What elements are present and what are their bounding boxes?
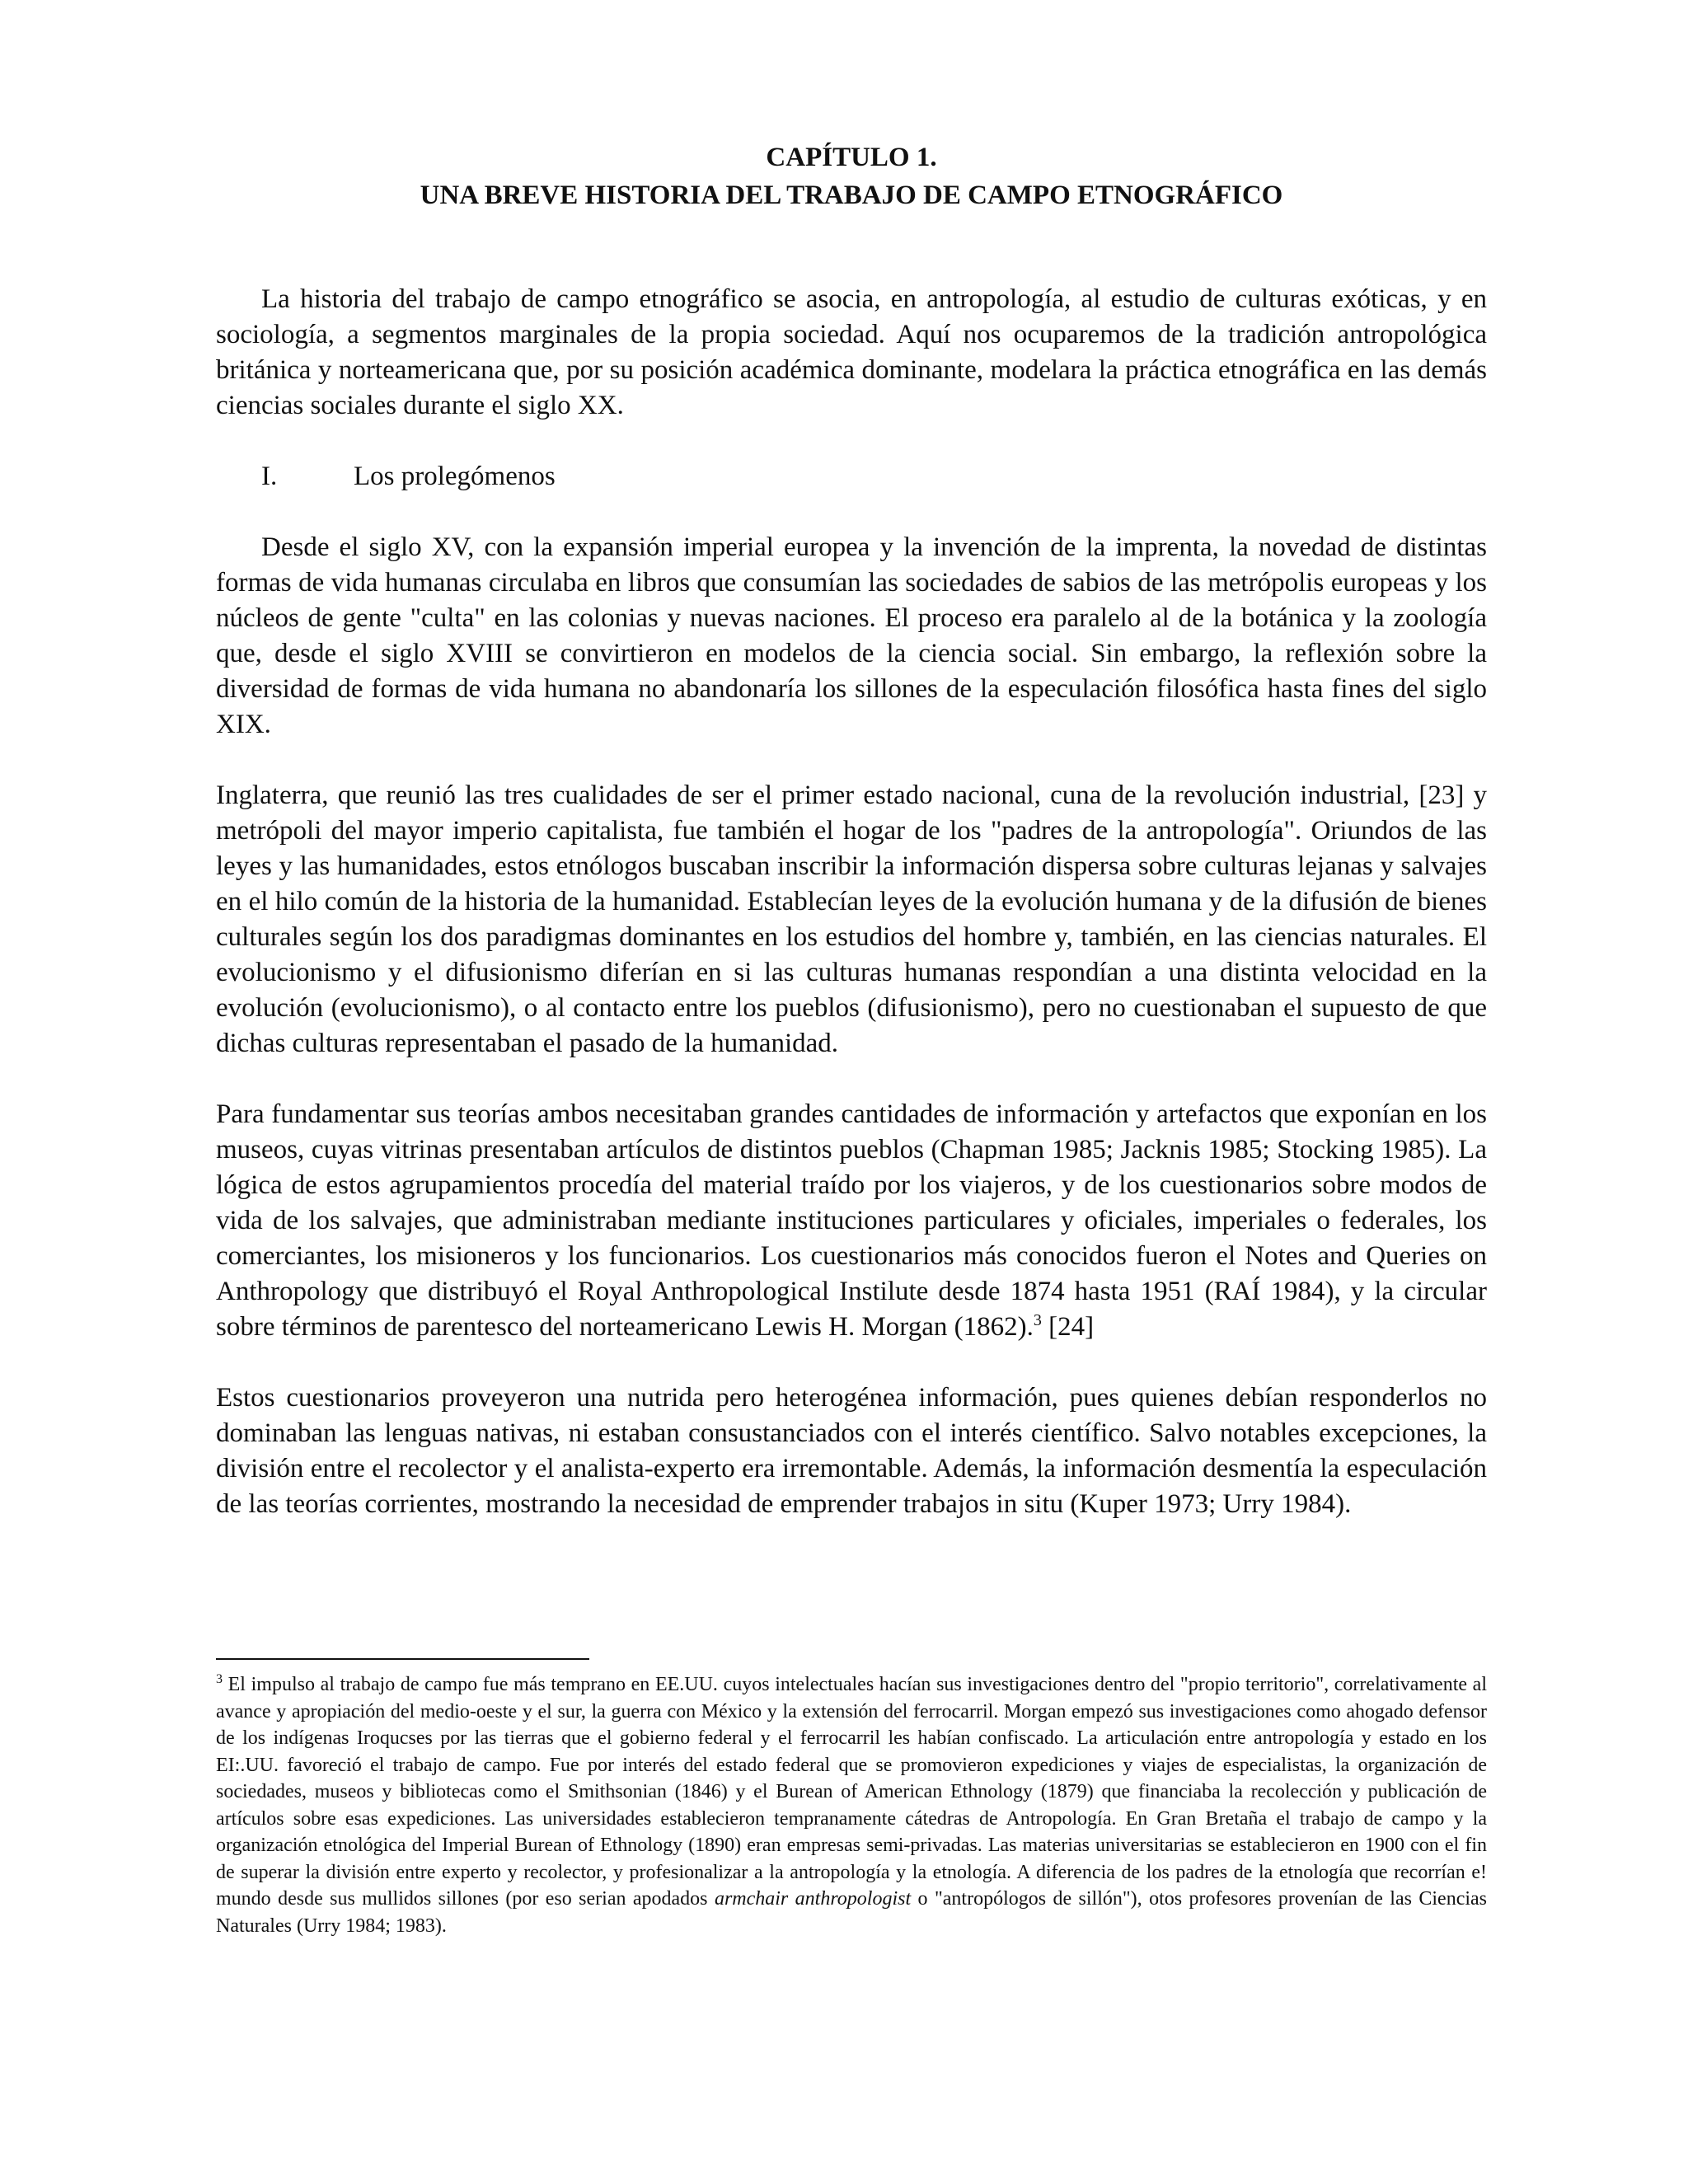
footnote-reference[interactable]: 3 [1033, 1311, 1042, 1329]
paragraph-3 [216, 1097, 1487, 1345]
section-number: I. [261, 462, 278, 491]
section-title: Los prolegómenos [354, 462, 556, 491]
paragraph-2: Inglaterra, que reunió las tres cualidades de ser el primer estado nacional, cuna de la revolución industrial, [23] y metrópoli del mayor imperio capitalista, fue también el hogar de los "padres de la antropología". Oriundos de las leyes y las humanidades, estos etnólogos buscaban inscribir la información dispersa sobre culturas lejanas y salvajes en el hilo común de la historia de la humanidad. Establecían leyes de la evolución humana y de la difusión de bienes culturales según los dos paradigmas dominantes en los estudios del hombre y, también, en las ciencias naturales. El evolucionismo y el difusionismo diferían en si las culturas humanas respondían a una distinta velocidad en la evolución (evolucionismo), o al contacto entre los pueblos (difusionismo), pero no cuestionaban el supuesto de que dichas culturas representaban el pasado de la humanidad. [216, 780, 1487, 1058]
footnote-tail: o "antropólogos de sillón"), otos profesores provenían de las Ciencias Naturales (Urry 1984; 1983). [216, 1888, 1487, 1937]
paragraph-1: Desde el siglo XV, con la expansión imperial europea y la invención de la imprenta, la novedad de distintas formas de vida humanas circulaba en libros que consumían las sociedades de sabios de las metrópolis europeas y los núcleos de gente "culta" en las colonias y nuevas naciones. El proceso era paralelo al de la botánica y la zoología que, desde el siglo XVIII se convirtieron en modelos de la ciencia social. Sin embargo, la reflexión sobre la diversidad de formas de vida humana no abandonaría los sillones de la especulación filosófica hasta fines del siglo XIX. [216, 532, 1487, 739]
document-page [216, 0, 1487, 2184]
section-heading [216, 459, 1487, 494]
chapter-number: CAPÍTULO 1. [766, 143, 937, 172]
footnote-text: El impulso al trabajo de campo fue más temprano en EE.UU. cuyos intelectuales hacían sus investigaciones dentro del "propio territorio", correlativamente al avance y apropiación del medio-oeste y el sur, la guerra con México y la extensión del ferrocarril. Morgan empezó sus investigaciones como ahogado defensor de los indígenas Iroqucses por las tierras que el gobierno federal y el ferrocarril les habían confiscado. La articulación entre antropología y estado en los EI:.UU. favoreció el trabajo de campo. Fue por interés del estado federal que se promovieron expediciones y viajes de especialistas, la organización de sociedades, museos y bibliotecas como el Smithsonian (1846) y el Burean of American Ethnology (1879) que financiaba la recolección y publicación de artículos sobre esas expediciones. Las universidades establecieron tempranamente cátedras de Antropología. En Gran Bretaña el trabajo de campo y la organización etnológica del Imperial Burean of Ethnology (1890) eran empresas semi-privadas. Las materias universitarias se establecieron en 1900 con el fin de superar la división entre experto y recolector, y profesionalizar a la antropología y la etnología. A diferencia de los padres de la etnología que recorrían e! mundo desde sus mullidos sillones (por eso serian apodados [216, 1674, 1487, 1910]
paragraph-4: Estos cuestionarios proveyeron una nutrida pero heterogénea información, pues quienes debían responderlos no dominaban las lenguas nativas, ni estaban consustanciados con el interés científico. Salvo notables excepciones, la división entre el recolector y el analista-experto era irremontable. Además, la información desmentía la especulación de las teorías corrientes, mostrando la necesidad de emprender trabajos in situ (Kuper 1973; Urry 1984). [216, 1383, 1487, 1519]
footnote-separator [216, 1658, 589, 1660]
footnote-italic-term: armchair anthropologist [714, 1888, 912, 1910]
chapter-title: UNA BREVE HISTORIA DEL TRABAJO DE CAMPO ETNOGRÁFICO [420, 180, 1283, 210]
paragraph-3-text: Para fundamentar sus teorías ambos necesitaban grandes cantidades de información y artefactos que exponían en los museos, cuyas vitrinas presentaban artículos de distintos pueblos (Chapman 1985; Jacknis 1985; Stocking 1985). La lógica de estos agrupamientos procedía del material traído por los viajeros, y de los cuestionarios sobre modos de vida de los salvajes, que administraban mediante instituciones particulares y oficiales, imperiales o federales, los comerciantes, los misioneros y los funcionarios. Los cuestionarios más conocidos fueron el Notes and Queries on Anthropology que distribuyó el Royal Anthropological Instilute desde 1874 hasta 1951 (RAÍ 1984), y la circular sobre términos de parentesco del norteamericano Lewis H. Morgan (1862). [216, 1099, 1487, 1342]
footnote [216, 1671, 1487, 1939]
intro-paragraph: La historia del trabajo de campo etnográfico se asocia, en antropología, al estudio de culturas exóticas, y en sociología, a segmentos marginales de la propia sociedad. Aquí nos ocuparemos de la tradición antropológica británica y norteamericana que, por su posición académica dominante, modelara la práctica etnográfica en las demás ciencias sociales durante el siglo XX. [216, 284, 1487, 420]
footnote-marker: 3 [216, 1672, 223, 1686]
body-text [216, 282, 1487, 1522]
paragraph-3-tail: [24] [1041, 1312, 1095, 1342]
chapter-heading [216, 138, 1487, 214]
